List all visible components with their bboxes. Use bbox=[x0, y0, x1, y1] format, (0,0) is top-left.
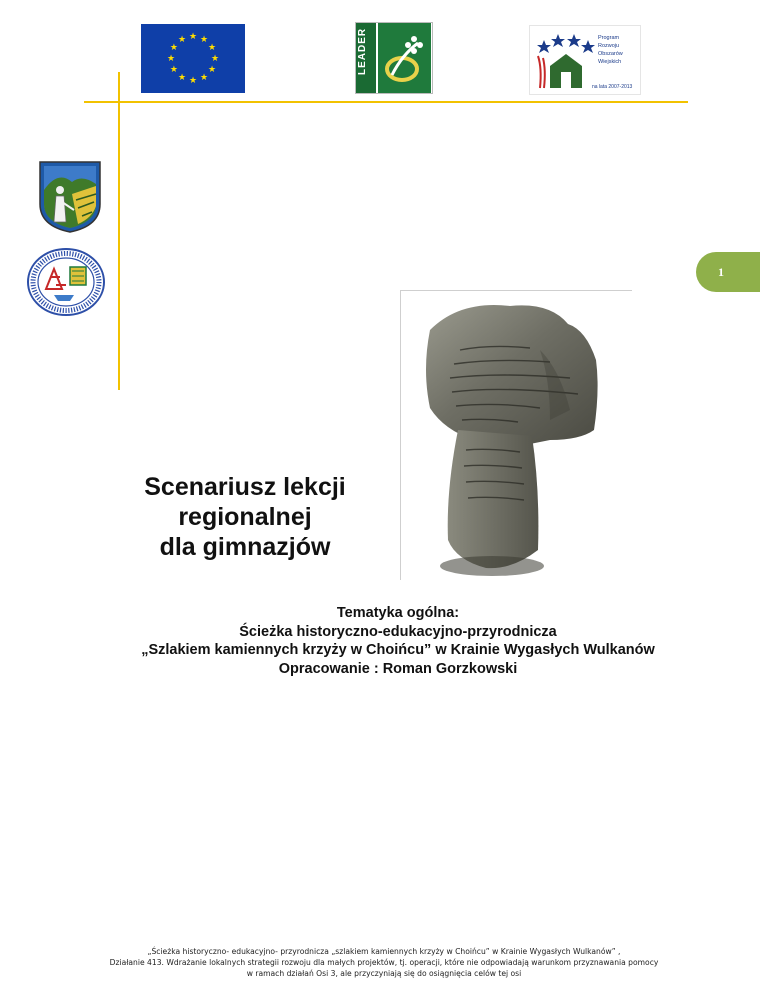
side-rule bbox=[118, 72, 120, 390]
prow-years: na lata 2007-2013 bbox=[592, 84, 633, 90]
eu-star-icon: ★ bbox=[208, 64, 217, 74]
header-rule bbox=[84, 101, 688, 103]
prow-line: Obszarów bbox=[598, 51, 623, 57]
eu-star-icon: ★ bbox=[177, 33, 187, 44]
eu-star-icon: ★ bbox=[169, 42, 178, 52]
prow-logo-icon bbox=[529, 25, 641, 95]
title-line: Scenariusz lekcji bbox=[144, 473, 346, 501]
page-footer bbox=[40, 946, 728, 979]
title-line: regionalnej bbox=[178, 503, 312, 531]
gmina-coat-of-arms-icon bbox=[38, 160, 102, 234]
prow-logo-text bbox=[598, 34, 623, 66]
prow-line: Program bbox=[598, 35, 620, 41]
eu-star-icon: ★ bbox=[208, 42, 217, 52]
eu-star-icon: ★ bbox=[177, 72, 187, 83]
eu-star-icon: ★ bbox=[199, 33, 209, 44]
title-line: dla gimnazjów bbox=[159, 533, 331, 561]
footer-line: w ramach działań Osi 3, ale przyczyniają się do osiągnięcia celów tej osi bbox=[246, 969, 522, 978]
page-number-badge: 1 bbox=[696, 252, 760, 292]
subtitle-path-name: Ścieżka historyczno-edukacyjno-przyrodnicza bbox=[239, 623, 557, 640]
stone-cross-image bbox=[400, 290, 632, 580]
subtitle-trail-name: „Szlakiem kamiennych krzyży w Choińcu” w Krainie Wygasłych Wulkanów bbox=[141, 642, 655, 658]
prow-line: Wiejskich bbox=[598, 59, 622, 65]
document-title bbox=[110, 472, 380, 562]
eu-star-icon: ★ bbox=[199, 72, 209, 83]
eu-star-icon: ★ bbox=[188, 31, 198, 41]
eu-flag-icon bbox=[141, 24, 245, 93]
subtitle-author: Opracowanie : Roman Gorzkowski bbox=[278, 660, 518, 677]
subtitle-topic-label: Tematyka ogólna: bbox=[336, 605, 460, 621]
leader-emblem bbox=[378, 23, 431, 93]
leader-logo-icon bbox=[355, 22, 433, 94]
eu-star-icon: ★ bbox=[210, 53, 220, 63]
leader-band bbox=[356, 23, 376, 93]
society-seal-icon bbox=[26, 247, 106, 317]
eu-star-icon: ★ bbox=[169, 64, 178, 74]
footer-line: Działanie 413. Wdrażanie lokalnych strategii rozwoju dla małych projektów, tj. operacji, które nie odpowiadają warunkom przyznawania pomocy bbox=[109, 958, 659, 967]
prow-line: Rozwoju bbox=[598, 43, 620, 49]
footer-line: „Ścieżka historyczno- edukacyjno- przyrodnicza „szlakiem kamiennych krzyży w Choińcu” w Krainie Wygasłych Wulkanów” , bbox=[147, 947, 621, 956]
subtitle-block bbox=[90, 604, 706, 678]
leader-logo-text: LEADER bbox=[357, 27, 368, 75]
eu-star-icon: ★ bbox=[188, 75, 198, 85]
eu-star-icon: ★ bbox=[166, 53, 176, 63]
